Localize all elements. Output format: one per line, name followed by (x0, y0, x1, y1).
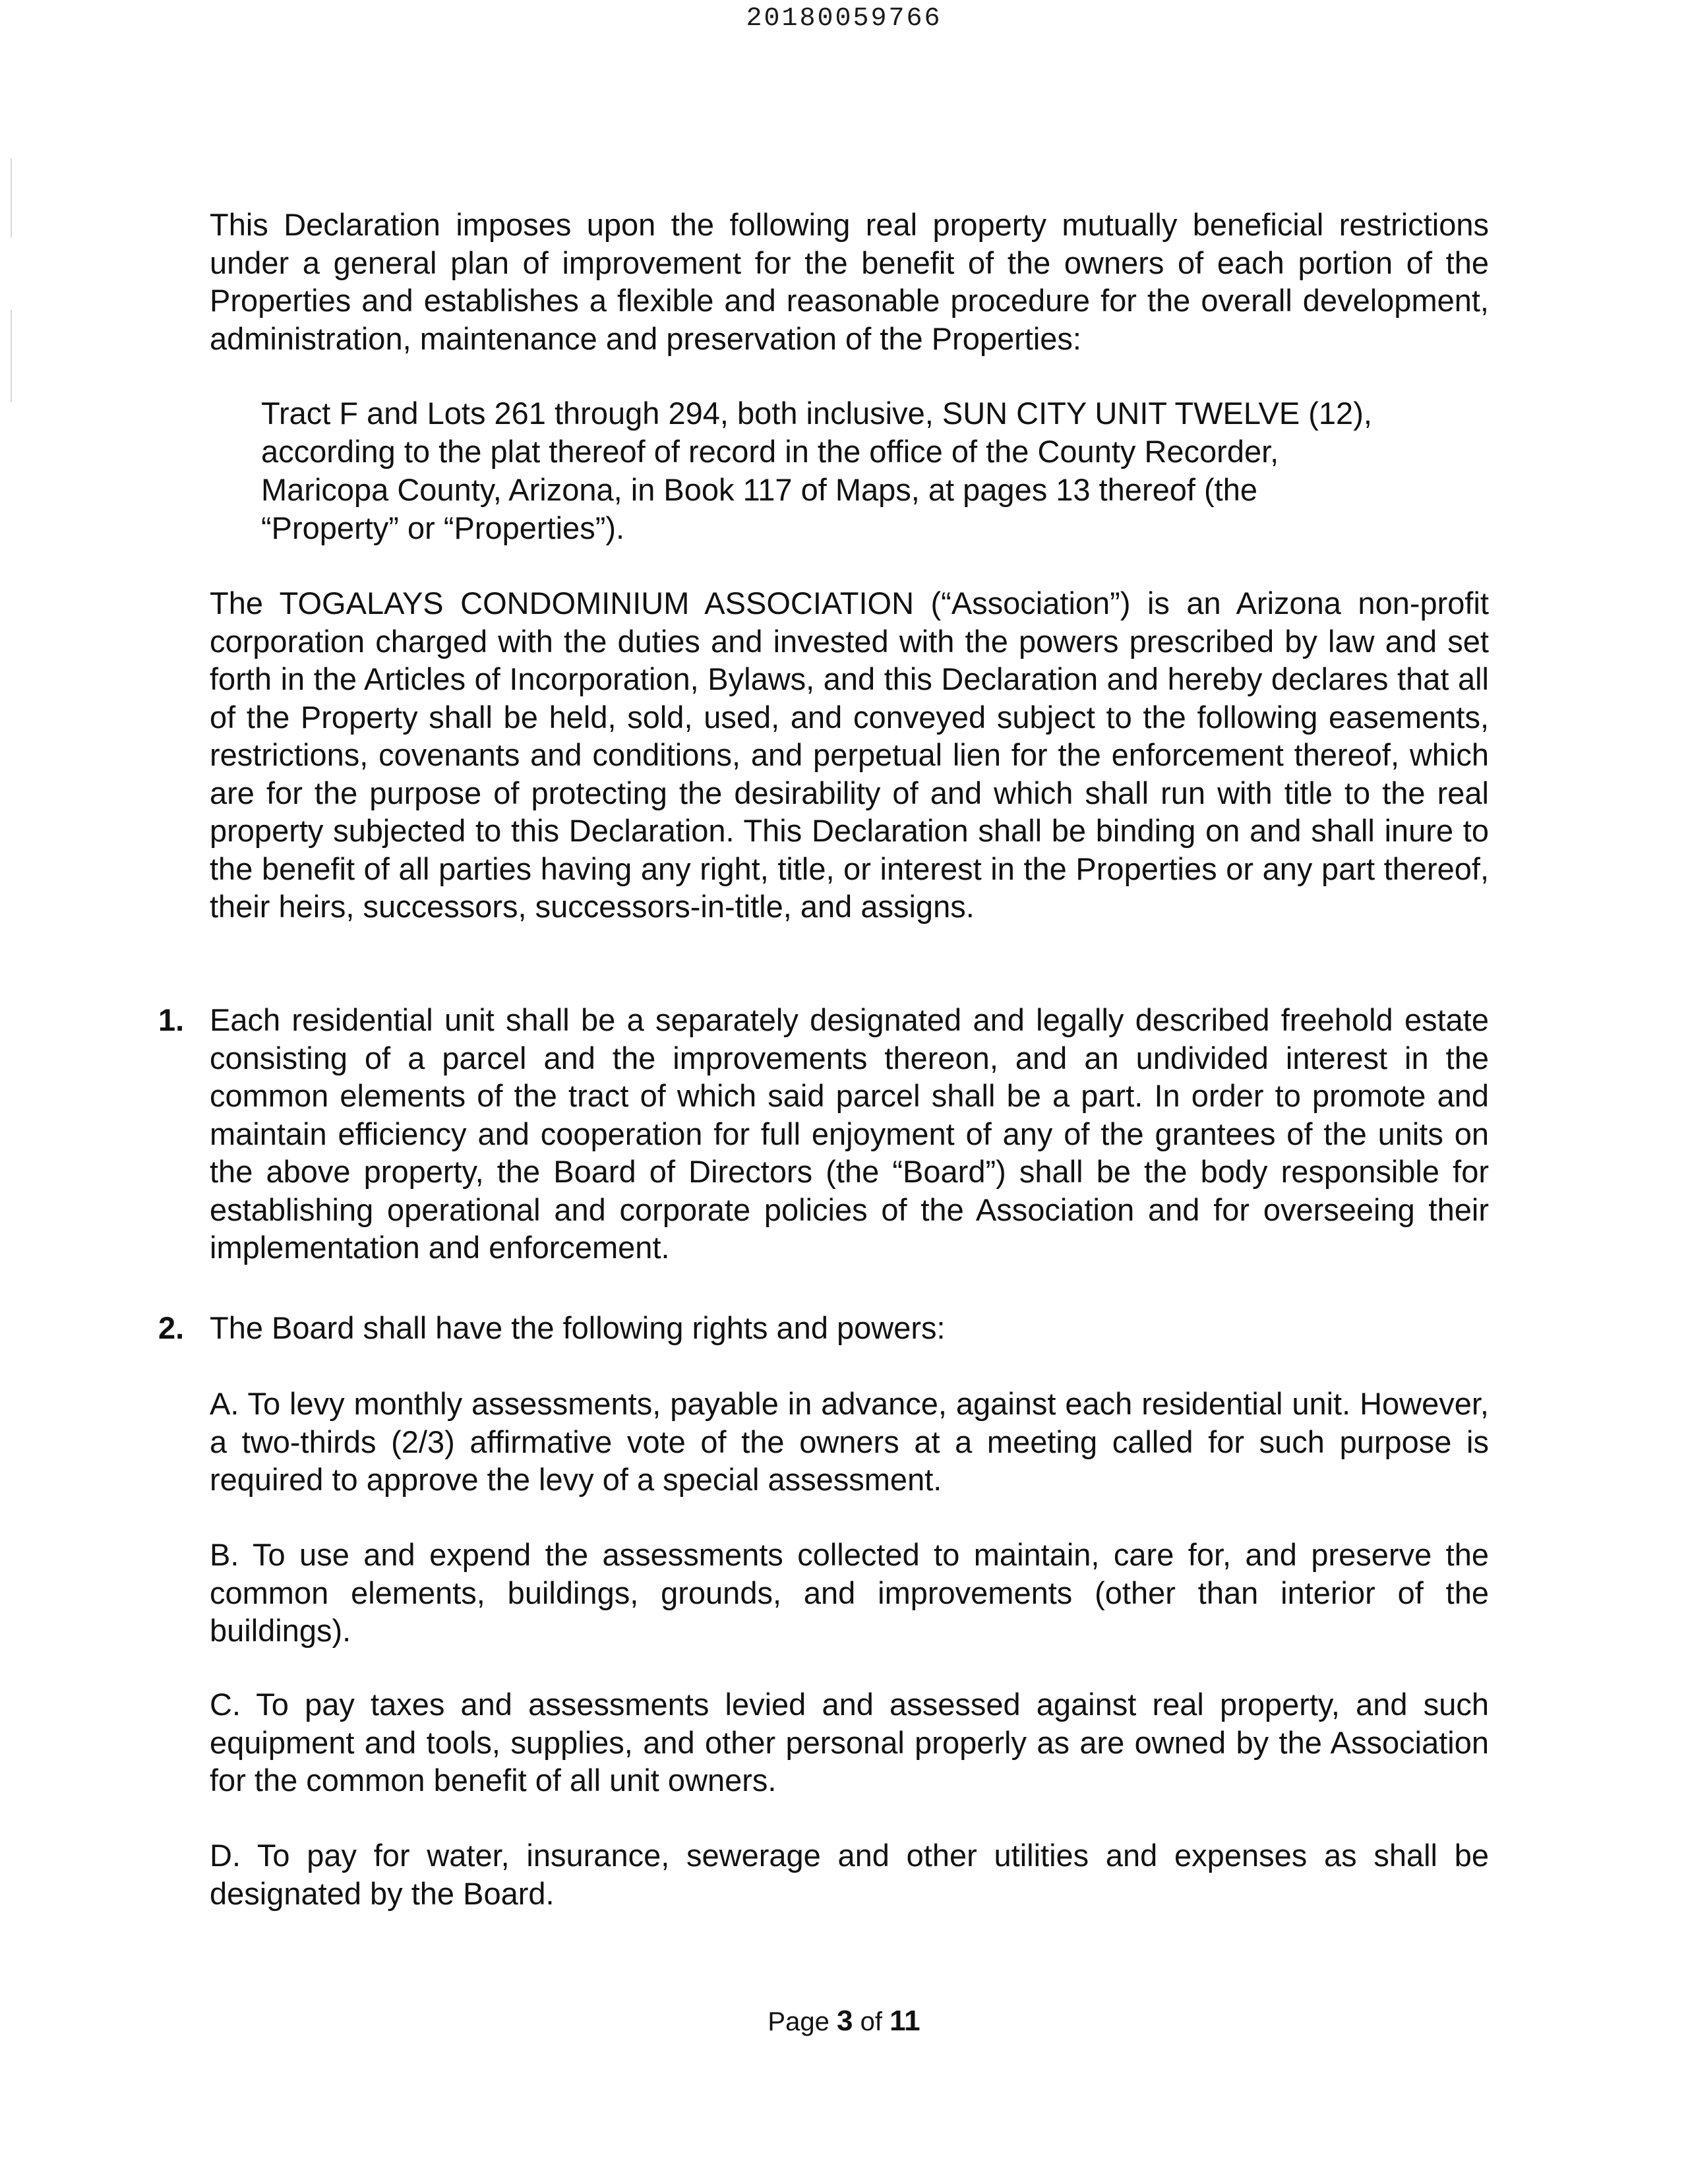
footer-page-word: Page (768, 2007, 829, 2036)
property-description-line: “Property” or “Properties”). (261, 510, 625, 545)
intro-paragraph: This Declaration imposes upon the following real property mutually beneficial restrictions under a general plan of improvement for the benefit of the owners of each portion of the Properties and establishes a flexible and reasonable procedure for the overall development, administration, maintenance and preservation of the Properties: (210, 207, 1489, 356)
item-number: 2. (158, 1310, 185, 1345)
scan-edge-mark (11, 158, 12, 237)
page-footer (0, 2005, 1688, 2038)
power-item: B. To use and expend the assessments collected to maintain, care for, and preserve the common elements, buildings, grounds, and improvements (other than interior of the buildings). (210, 1537, 1489, 1648)
power-item: C. To pay taxes and assessments levied and assessed against real property, and such equipment and tools, supplies, and other personal properly as are owned by the Association for the common benefit of all unit owners. (210, 1687, 1489, 1798)
footer-current-page: 3 (836, 2005, 853, 2037)
item-number: 1. (158, 1002, 185, 1037)
scan-edge-mark (11, 310, 12, 402)
property-description-line: Maricopa County, Arizona, in Book 117 of Maps, at pages 13 thereof (the (261, 472, 1257, 507)
document-number: 20180059766 (746, 4, 942, 34)
item-text: Each residential unit shall be a separately designated and legally described freehold estate consisting of a parcel and the improvements thereon, and an undivided interest in the common elements of the tract of which said parcel shall be a part. In order to promote and maintain efficiency and cooperation for full enjoyment of any of the grantees of the units on the above property, the Board of Directors (the “Board”) shall be the body responsible for establishing operational and corporate policies of the Association and for overseeing their implementation and enforcement. (210, 1002, 1489, 1265)
power-item: A. To levy monthly assessments, payable in advance, against each residential unit. However, a two-thirds (2/3) affirmative vote of the owners at a meeting called for such purpose is required to approve the levy of a special assessment. (210, 1386, 1489, 1497)
property-description-line: Tract F and Lots 261 through 294, both inclusive, SUN CITY UNIT TWELVE (12), (261, 396, 1372, 431)
footer-total-pages: 11 (889, 2005, 920, 2037)
footer-of-word: of (860, 2007, 882, 2036)
property-description-line: according to the plat thereof of record in the office of the County Recorder, (261, 434, 1279, 469)
association-paragraph: The TOGALAYS CONDOMINIUM ASSOCIATION (“Association”) is an Arizona non-profit corporation charged with the duties and invested with the powers prescribed by law and set forth in the Articles of Incorporation, Bylaws, and this Declaration and hereby declares that all of the Property shall be held, sold, used, and conveyed subject to the following easements, restrictions, covenants and conditions, and perpetual lien for the enforcement thereof, which are for the purpose of protecting the desirability of and which shall run with title to the real property subjected to this Declaration. This Declaration shall be binding on and shall inure to the benefit of all parties having any right, title, or interest in the Properties or any part thereof, their heirs, successors, successors-in-title, and assigns. (210, 586, 1489, 924)
item-text: The Board shall have the following rights and powers: (210, 1310, 946, 1345)
power-item: D. To pay for water, insurance, sewerage and other utilities and expenses as shall be designated by the Board. (210, 1838, 1489, 1911)
